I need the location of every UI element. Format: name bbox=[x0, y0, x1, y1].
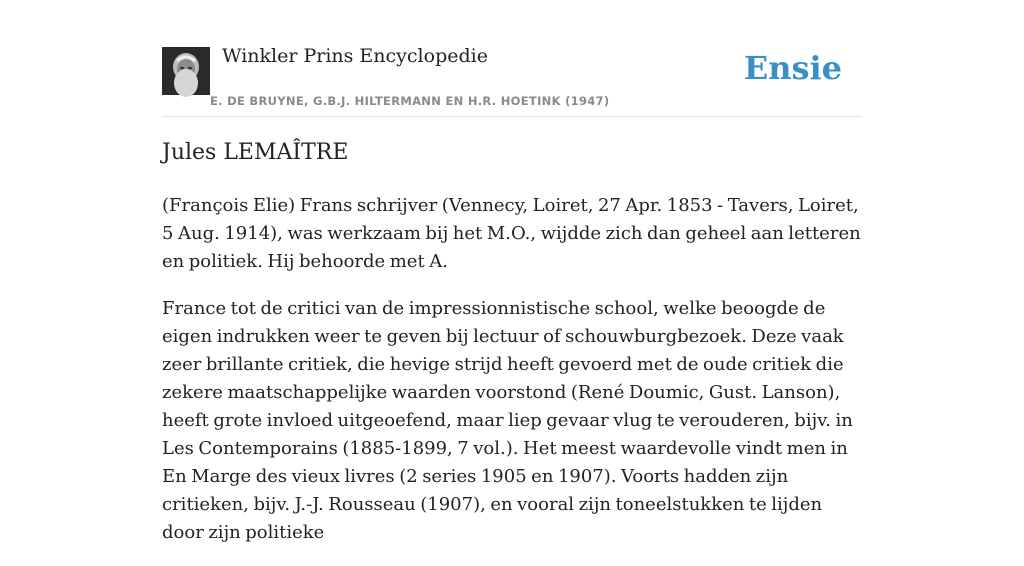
article-body bbox=[162, 192, 862, 566]
content-container bbox=[162, 0, 862, 543]
author-portrait-icon bbox=[162, 47, 210, 95]
author-avatar[interactable] bbox=[162, 47, 210, 95]
site-title[interactable]: Winkler Prins Encyclopedie bbox=[222, 45, 488, 67]
brand-logo[interactable]: Ensie bbox=[743, 49, 842, 87]
site-header bbox=[162, 0, 862, 117]
article-title: Jules LEMAÎTRE bbox=[162, 140, 349, 165]
article-paragraph: France tot de critici van de impressionnistische school, welke beoogde de eigen indrukken weer te geven bij lectuur of schouwburgbezoek. Deze vaak zeer brillante critiek, die hevige strijd heeft gevoerd met de oude critiek die zekere maatschappelijke waarden voorstond (René Doumic, Gust. Lanson), heeft grote invloed uitgeoefend, maar liep gevaar vlug te verouderen, bijv. in Les Contemporains (1885-1899, 7 vol.). Het meest waardevolle vindt men in En Marge des vieux livres (2 series 1905 en 1907). Voorts hadden zijn critieken, bijv. J.-J. Rousseau (1907), en vooral zijn toneelstukken te lijden door zijn politieke bbox=[162, 298, 853, 543]
article-paragraph: (François Elie) Frans schrijver (Vennecy, Loiret, 27 Apr. 1853 - Tavers, Loiret, 5 Aug. 1914), was werkzaam bij het M.O., wijdde zich dan geheel aan letteren en politiek. Hij behoorde met A. bbox=[162, 195, 861, 272]
authors-line: E. DE BRUYNE, G.B.J. HILTERMANN EN H.R. HOETINK (1947) bbox=[210, 94, 610, 108]
